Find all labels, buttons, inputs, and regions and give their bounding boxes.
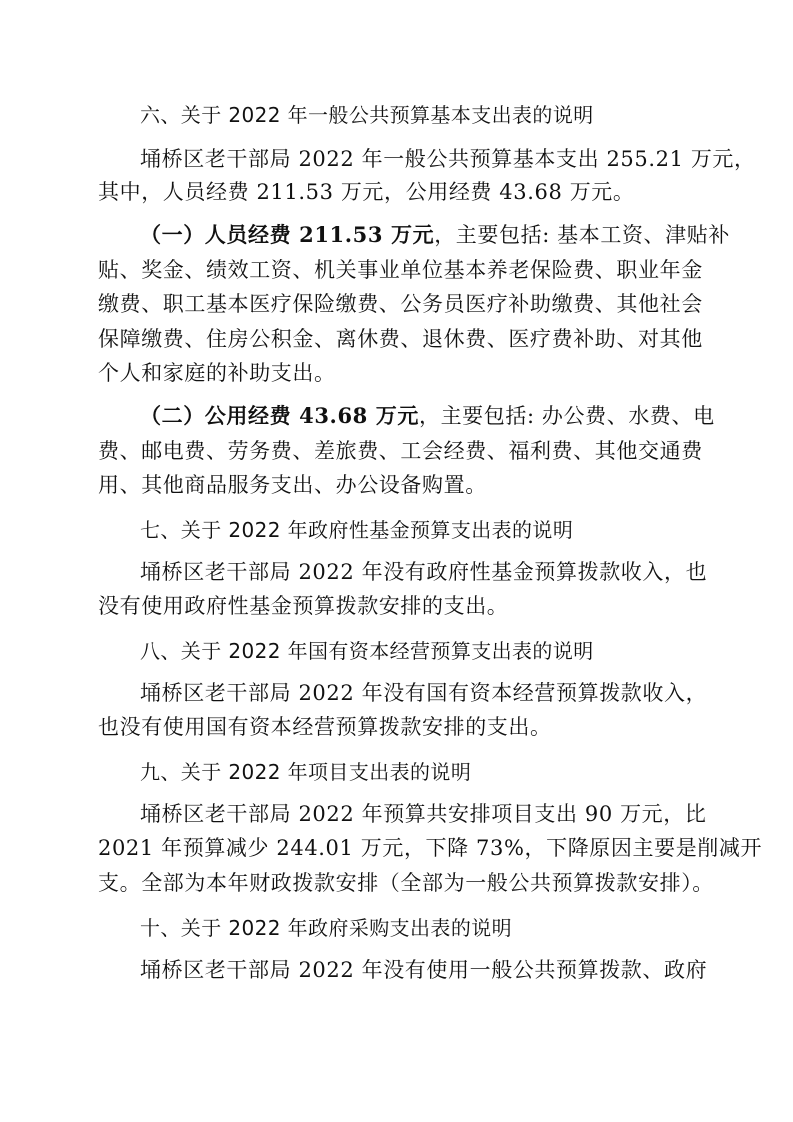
paragraph-line: 埇桥区老干部局 2022 年没有政府性基金预算拨款收入，也 [140, 560, 708, 584]
paragraph-line: 用、其他商品服务支出、办公设备购置。 [98, 473, 487, 497]
paragraph-line: 埇桥区老干部局 2022 年预算共安排项目支出 90 万元，比 [140, 802, 707, 826]
subsection-lead-public: （二）公用经费 43.68 万元 [140, 403, 419, 428]
paragraph-line: 也没有使用国有资本经营预算拨款安排的支出。 [98, 715, 552, 739]
paragraph-line: 个人和家庭的补助支出。 [98, 361, 336, 385]
paragraph-line: 缴费、职工基本医疗保险缴费、公务员医疗补助缴费、其他社会 [98, 292, 703, 316]
subsection-lead-personnel: （一）人员经费 211.53 万元 [140, 222, 435, 247]
paragraph-text: ，主要包括: 基本工资、津贴补 [434, 223, 730, 247]
paragraph-line: 贴、奖金、绩效工资、机关事业单位基本养老保险费、职业年金 [98, 258, 703, 282]
section-heading-7: 七、关于 2022 年政府性基金预算支出表的说明 [140, 518, 574, 542]
paragraph-text: ，主要包括: 办公费、水费、电 [418, 404, 715, 428]
paragraph-line: 没有使用政府性基金预算拨款安排的支出。 [98, 594, 509, 618]
paragraph-line: 埇桥区老干部局 2022 年没有使用一般公共预算拨款、政府 [140, 958, 708, 982]
section-heading-9: 九、关于 2022 年项目支出表的说明 [140, 760, 472, 784]
paragraph-line: 埇桥区老干部局 2022 年一般公共预算基本支出 255.21 万元， [140, 147, 756, 171]
section-heading-8: 八、关于 2022 年国有资本经营预算支出表的说明 [140, 639, 594, 663]
paragraph-line: 其中，人员经费 211.53 万元，公用经费 43.68 万元。 [98, 180, 635, 204]
paragraph-line: 支。全部为本年财政拨款安排（全部为一般公共预算拨款安排）。 [98, 871, 714, 895]
section-heading-10: 十、关于 2022 年政府采购支出表的说明 [140, 916, 513, 940]
subsection-line-public [140, 404, 715, 428]
paragraph-line: 保障缴费、住房公积金、离休费、退休费、医疗费补助、对其他 [98, 327, 703, 351]
paragraph-line: 2021 年预算减少 244.01 万元，下降 73%，下降原因主要是削减开 [98, 836, 763, 860]
paragraph-line: 埇桥区老干部局 2022 年没有国有资本经营预算拨款收入， [140, 681, 708, 705]
paragraph-line: 费、邮电费、劳务费、差旅费、工会经费、福利费、其他交通费 [98, 439, 703, 463]
section-heading-6: 六、关于 2022 年一般公共预算基本支出表的说明 [140, 103, 594, 127]
subsection-line-personnel [140, 223, 730, 247]
